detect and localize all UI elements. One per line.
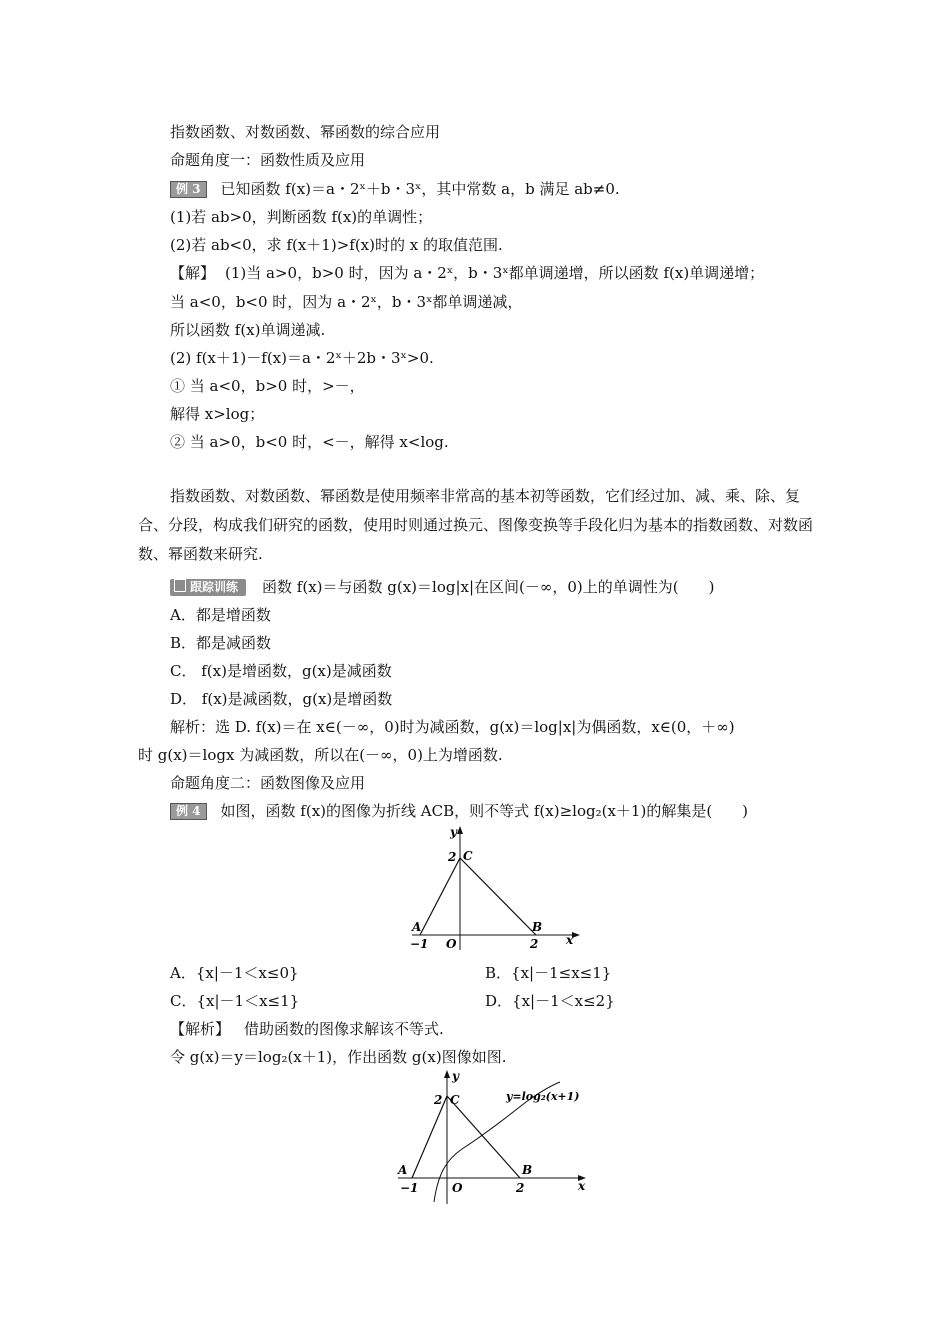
example3-badge: 例 3 — [170, 181, 207, 198]
origin-label: O — [446, 937, 457, 951]
example3-solution-6: 解得 x>log； — [170, 405, 265, 423]
example3-q2: (2)若 ab<0，求 f(x＋1)>f(x)时的 x 的取值范围. — [170, 236, 503, 254]
y-axis-arrow — [444, 1070, 450, 1078]
polyline-acb — [420, 858, 536, 935]
y-axis-arrow — [457, 826, 463, 834]
tick-neg1-label: −1 — [410, 937, 429, 951]
angle-one-heading: 命题角度一：函数性质及应用 — [170, 151, 366, 169]
x-axis-label: x — [566, 933, 574, 947]
point-a-label: A — [398, 1163, 408, 1177]
example4-solution-2: 令 g(x)＝y＝log₂(x＋1)，作出函数 g(x)图像如图. — [170, 1048, 507, 1066]
example3-solution-5: ① 当 a<0，b>0 时，>－， — [170, 377, 365, 395]
section-title: 指数函数、对数函数、幂函数的综合应用 — [170, 123, 441, 141]
notebook-icon — [174, 579, 186, 592]
follow-up-option-d: D． f(x)是减函数，g(x)是增函数 — [170, 690, 393, 708]
point-b-label: B — [522, 1163, 533, 1177]
follow-up-option-a: A．都是增函数 — [170, 606, 271, 624]
example4-option-a: A．{x|－1＜x≤0} — [170, 964, 299, 982]
tick-2-y-label: 2 — [434, 1093, 443, 1107]
example4-solution-1 — [170, 1018, 444, 1040]
y-axis-label: y — [452, 1069, 459, 1083]
example3-solution-4: (2) f(x＋1)－f(x)＝a・2ˣ＋2b・3ˣ>0. — [170, 349, 434, 367]
point-c-label: C — [450, 1093, 460, 1107]
analysis-text: 借助函数的图像求解该不等式. — [244, 1020, 444, 1038]
follow-up-badge-label: 跟踪训练 — [190, 580, 239, 594]
tick-2-y-label: 2 — [448, 850, 457, 864]
example3-solution-7: ② 当 a>0，b<0 时，<－，解得 x<log. — [170, 433, 449, 451]
curve-label: y=log₂(x+1) — [506, 1090, 580, 1103]
origin-label: O — [452, 1181, 463, 1195]
follow-up-stem-text: 函数 f(x)＝与函数 g(x)＝log|x|在区间(－∞，0)上的单调性为( ) — [262, 578, 715, 596]
example3-q1: (1)若 ab>0，判断函数 f(x)的单调性； — [170, 208, 433, 226]
example3-solution-3: 所以函数 f(x)单调递减. — [170, 321, 326, 339]
tick-2-x-label: 2 — [516, 1181, 525, 1195]
point-b-label: B — [532, 920, 543, 934]
figure-with-log-curve — [390, 1066, 600, 1208]
summary-paragraph: 指数函数、对数函数、幂函数是使用频率非常高的基本初等函数，它们经过加、减、乘、除、复合、分段，构成我们研究的函数，使用时则通过换元、图像变换等手段化归为基本的指数函数、对数函数、幂函数来研究. — [138, 487, 814, 563]
follow-up-analysis-1: 解析：选 D. f(x)＝在 x∈(－∞，0)时为减函数，g(x)＝log|x|为偶函数，x∈(0，＋∞) — [170, 718, 735, 736]
solution-text: (1)当 a>0，b>0 时，因为 a・2ˣ，b・3ˣ都单调递增，所以函数 f(x)单调递增； — [225, 264, 765, 282]
polyline-acb — [412, 1096, 520, 1178]
tick-2-x-label: 2 — [530, 937, 539, 951]
angle-two-heading: 命题角度二：函数图像及应用 — [170, 774, 366, 792]
follow-up-analysis-2: 时 g(x)＝logx 为减函数，所以在(－∞，0)上为增函数. — [138, 746, 503, 764]
y-axis-label: y — [450, 825, 457, 839]
follow-up-option-b: B．都是减函数 — [170, 634, 272, 652]
example4-stem — [170, 800, 748, 822]
follow-up-badge — [170, 579, 246, 596]
example3-solution-2: 当 a<0，b<0 时，因为 a・2ˣ，b・3ˣ都单调递减， — [170, 293, 523, 311]
example4-option-d: D．{x|－1＜x≤2} — [485, 992, 615, 1010]
example3-stem-text: 已知函数 f(x)＝a・2ˣ＋b・3ˣ，其中常数 a，b 满足 ab≠0. — [220, 180, 620, 198]
example3-stem — [170, 178, 620, 200]
point-c-label: C — [463, 849, 473, 863]
example4-option-c: C．{x|－1＜x≤1} — [170, 992, 300, 1010]
example4-stem-text: 如图，函数 f(x)的图像为折线 ACB，则不等式 f(x)≥log₂(x＋1)的解集是( ) — [220, 802, 749, 820]
tick-neg1-label: −1 — [400, 1181, 419, 1195]
example3-solution-1 — [170, 262, 764, 284]
x-axis-label: x — [578, 1179, 586, 1193]
figure-polyline-acb — [400, 822, 590, 954]
follow-up-stem — [170, 576, 714, 598]
example4-badge: 例 4 — [170, 803, 207, 820]
point-a-label: A — [412, 920, 422, 934]
solution-tag: 【解】 — [170, 264, 216, 282]
follow-up-option-c: C． f(x)是增函数，g(x)是减函数 — [170, 662, 392, 680]
x-axis-arrow — [572, 932, 580, 938]
example4-option-b: B．{x|－1≤x≤1} — [485, 964, 612, 982]
analysis-tag: 【解析】 — [170, 1020, 231, 1038]
